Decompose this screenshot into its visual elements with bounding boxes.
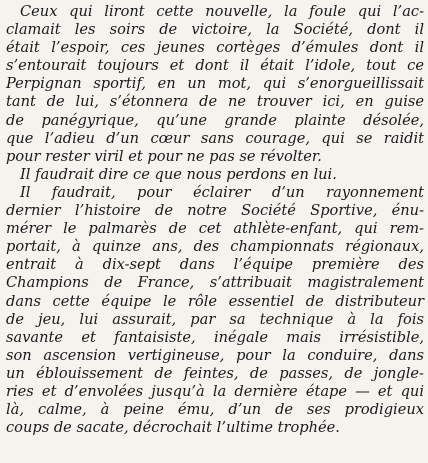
- text-line: entrait à dix-sept dans l’équipe première des: [6, 256, 424, 274]
- text-line: Champions de France, s’attribuait magistralement: [6, 274, 424, 292]
- text-line: de panégyrique, qu’une grande plainte désolée,: [6, 111, 424, 129]
- text-line: dernier l’histoire de notre Société Sportive, énu-: [6, 202, 424, 220]
- text-line: mérer le palmarès de cet athlète-enfant, qui rem-: [6, 220, 424, 238]
- article-text: [6, 3, 424, 437]
- text-line: était l’espoir, ces jeunes cortèges d’émules dont il: [6, 39, 424, 57]
- text-line: tant de lui, s’étonnera de ne trouver ici, en guise: [6, 93, 424, 111]
- text-line: pour rester viril et pour ne pas se révolter.: [6, 147, 322, 165]
- text-line: savante et fantaisiste, inégale mais irrésistible,: [6, 328, 424, 346]
- text-line: Il faudrait dire ce que nous perdons en lui.: [20, 165, 337, 183]
- text-line: coups de sacate, décrochait l’ultime trophée.: [6, 419, 340, 437]
- text-line: s’entourait toujours et dont il était l’idole, tout ce: [6, 57, 424, 75]
- text-line: Il faudrait, pour éclairer d’un rayonnement: [20, 183, 424, 201]
- text-line: que l’adieu d’un cœur sans courage, qui se raidit: [6, 129, 424, 147]
- text-line: portait, à quinze ans, des championnats régionaux,: [6, 238, 424, 256]
- text-line: son ascension vertigineuse, pour la conduire, dans: [6, 346, 424, 364]
- text-line: là, calme, à peine ému, d’un de ses prodigieux: [6, 401, 424, 419]
- text-line: Ceux qui liront cette nouvelle, la foule qui l’ac-: [20, 3, 424, 20]
- text-line: dans cette équipe le rôle essentiel de distributeur: [6, 292, 424, 310]
- text-line: ries et d’envolées jusqu’à la dernière étape — et qui: [6, 382, 424, 400]
- text-line: un éblouissement de feintes, de passes, de jongle-: [6, 364, 424, 382]
- text-line: Perpignan sportif, en un mot, qui s’enorgueillissait: [6, 75, 424, 93]
- text-line: de jeu, lui assurait, par sa technique à la fois: [6, 310, 424, 328]
- text-line: clamait les soirs de victoire, la Société, dont il: [6, 21, 424, 39]
